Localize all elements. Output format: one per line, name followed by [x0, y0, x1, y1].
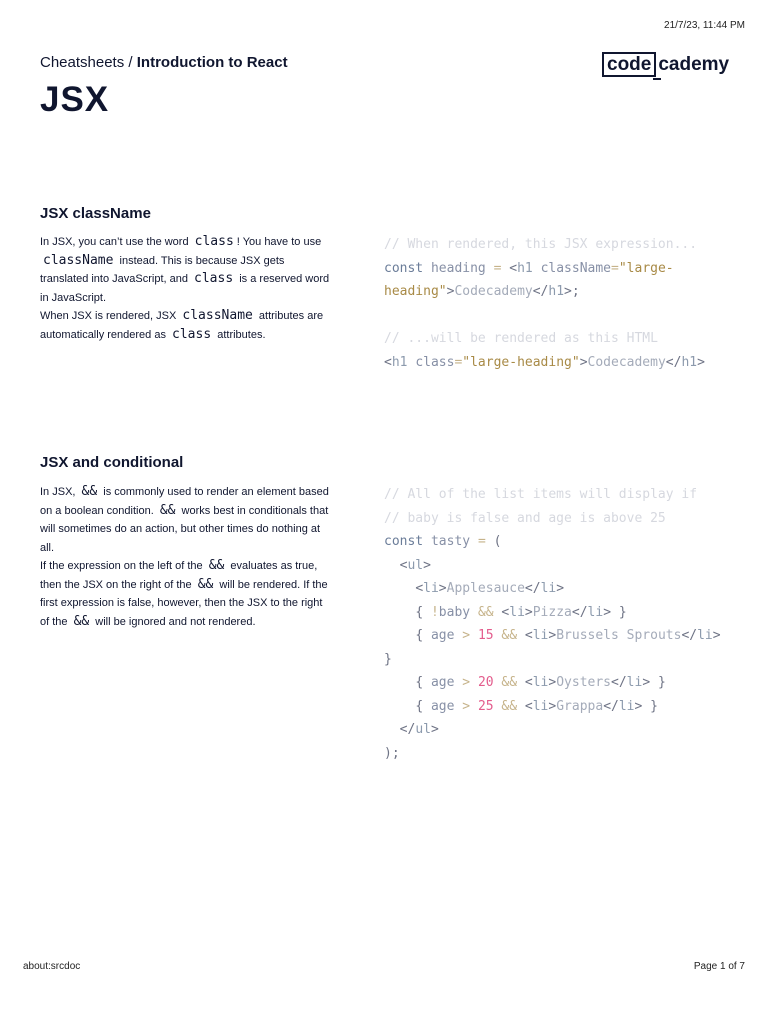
- section-description-classname: [40, 233, 332, 344]
- codecademy-logo[interactable]: [602, 52, 729, 77]
- paragraph: In JSX, you can’t use the word class ! You have to use className instead. This is because JSX gets translated into JavaScript, and class is a reserved word in JavaScript.: [40, 234, 330, 304]
- section-description-conditional: [40, 483, 332, 631]
- inline-code: class: [172, 326, 212, 342]
- print-date: 21/7/23, 11:44 PM: [664, 20, 745, 31]
- inline-code: &&: [197, 576, 214, 592]
- page-title: JSX: [40, 80, 110, 119]
- code-block-conditional: // All of the list items will display if // baby is false and age is above 25 const tasty = ( <ul> <li>Applesauce</li> { !baby && <li>Pizza</li> } { age > 15 && <li>Brussels Sprouts</li> } { age > 20 && <li>Oysters</li> } { age > 25 && <li>Grappa</li> } </ul> );: [384, 487, 721, 761]
- breadcrumb-separator: /: [124, 54, 137, 71]
- section-title-classname: JSX className: [40, 205, 151, 222]
- footer-url: about:srcdoc: [23, 961, 81, 972]
- logo-code-part: code: [602, 52, 656, 77]
- code-block-classname: // When rendered, this JSX expression... const heading = <h1 className="large-heading">Codecademy</h1>; // ...will be rendered as this HTML <h1 class="large-heading">Codecademy</h1>: [384, 237, 705, 370]
- inline-code: class: [194, 271, 234, 286]
- inline-code: className: [182, 308, 253, 323]
- paragraph: In JSX, && is commonly used to render an element based on a boolean condition. && works best in conditionals that will sometimes do an action, but other times do nothing at all.: [40, 484, 329, 554]
- logo-cademy-part: cademy: [658, 53, 730, 75]
- inline-code: &&: [159, 502, 176, 518]
- section-title-conditional: JSX and conditional: [40, 454, 184, 471]
- inline-code: class: [194, 234, 234, 249]
- paragraph: If the expression on the left of the && evaluates as true, then the JSX on the right of the && will be rendered. If the first expression is false, however, then the JSX to the right of the && will be ignored and not rendered.: [40, 558, 328, 629]
- breadcrumb-course-link[interactable]: Introduction to React: [136, 54, 288, 71]
- inline-code: &&: [73, 613, 90, 629]
- breadcrumb: [40, 54, 288, 71]
- inline-code: className: [43, 252, 114, 268]
- paragraph: When JSX is rendered, JSX className attributes are automatically rendered as class attributes.: [40, 308, 324, 342]
- breadcrumb-cheatsheets-link[interactable]: Cheatsheets: [40, 54, 125, 71]
- inline-code: &&: [81, 484, 98, 499]
- footer-page-number: Page 1 of 7: [693, 961, 745, 972]
- inline-code: &&: [208, 558, 225, 573]
